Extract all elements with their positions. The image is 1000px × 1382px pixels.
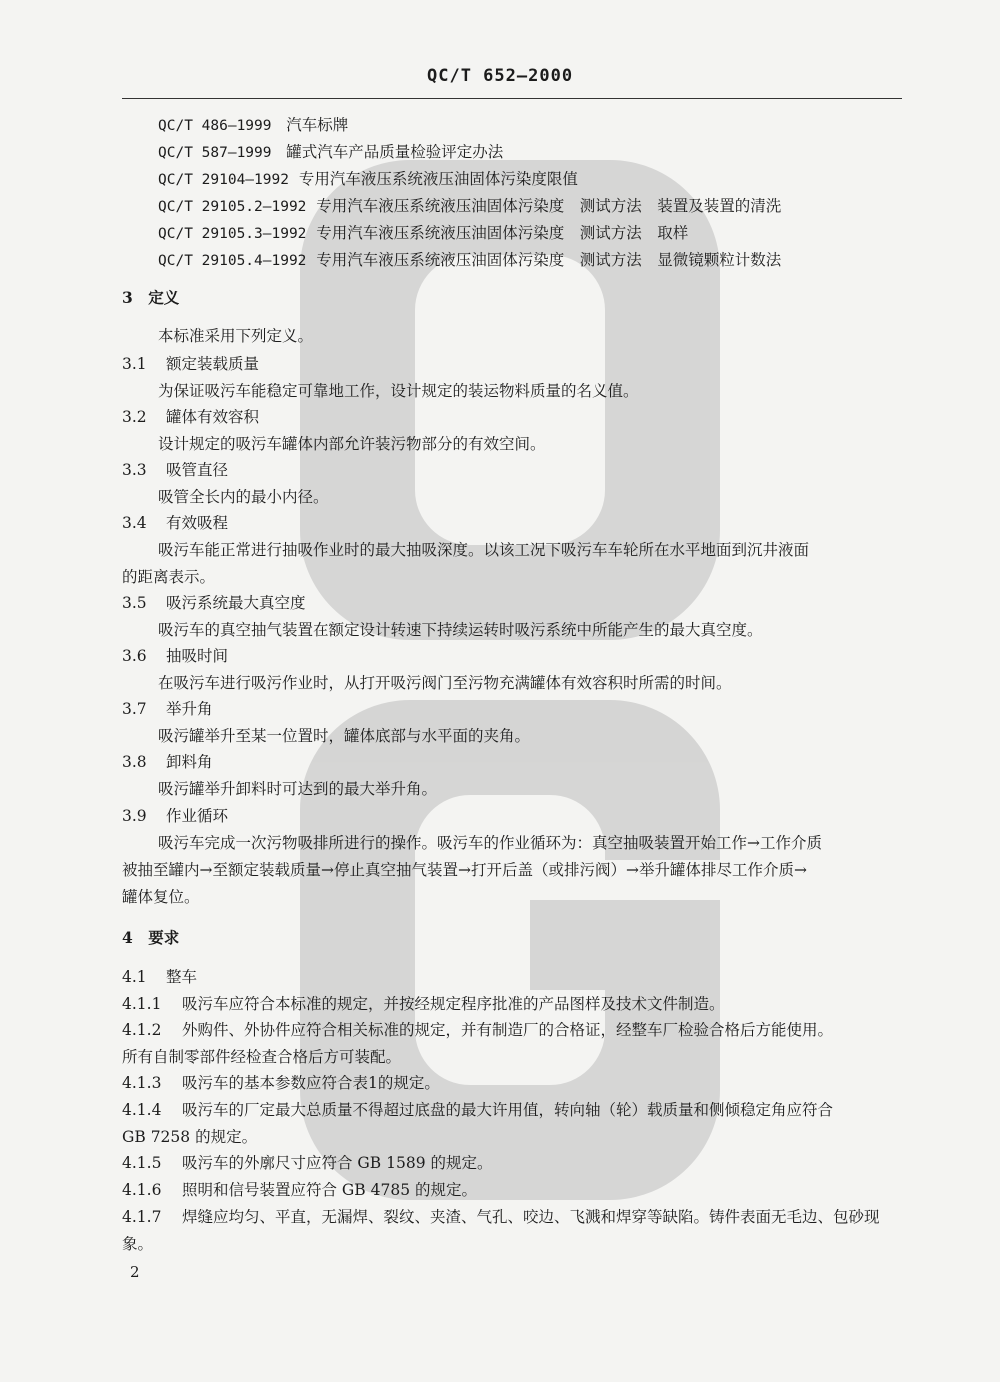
- paragraph: 设计规定的吸污车罐体内部允许装污物部分的有效空间。: [158, 435, 546, 453]
- paragraph: 在吸污车进行吸污作业时，从打开吸污阀门至污物充满罐体有效容积时所需的时间。: [158, 674, 732, 692]
- requirement-item: 4.1.7 焊缝应均匀、平直，无漏焊、裂纹、夹渣、气孔、咬边、飞溅和焊穿等缺陷。铸件表面无毛边、包砂现: [122, 1208, 880, 1226]
- reference-item: QC/T 587—1999 罐式汽车产品质量检验评定办法: [158, 143, 504, 161]
- requirement-item: 4.1.3 吸污车的基本参数应符合表1的规定。: [122, 1074, 440, 1092]
- requirement-item: 4.1.1 吸污车应符合本标准的规定，并按经规定程序批准的产品图样及技术文件制造。: [122, 995, 725, 1013]
- paragraph: GB 7258 的规定。: [122, 1128, 258, 1146]
- paragraph: 所有自制零部件经检查合格后方可装配。: [122, 1048, 402, 1066]
- clause-title: 3.6 抽吸时间: [122, 647, 229, 665]
- reference-item: QC/T 486—1999 汽车标牌: [158, 116, 349, 134]
- clause-title: 4.1 整车: [122, 968, 198, 986]
- paragraph: 吸污罐举升卸料时可达到的最大举升角。: [158, 780, 438, 798]
- section-heading: 4 要求: [122, 928, 180, 947]
- paragraph: 为保证吸污车能稳定可靠地工作，设计规定的装运物料质量的名义值。: [158, 382, 639, 400]
- reference-item: QC/T 29105.4—1992 专用汽车液压系统液压油固体污染度 测试方法 显微镜颗粒计数法: [158, 251, 782, 269]
- clause-title: 3.3 吸管直径: [122, 461, 229, 479]
- reference-item: QC/T 29105.3—1992 专用汽车液压系统液压油固体污染度 测试方法 取样: [158, 224, 689, 242]
- requirement-item: 4.1.2 外购件、外协件应符合相关标准的规定，并有制造厂的合格证，经整车厂检验合格后方能使用。: [122, 1021, 834, 1039]
- clause-title: 3.2 罐体有效容积: [122, 408, 260, 426]
- clause-title: 3.5 吸污系统最大真空度: [122, 594, 306, 612]
- paragraph: 象。: [122, 1235, 154, 1253]
- reference-item: QC/T 29105.2—1992 专用汽车液压系统液压油固体污染度 测试方法 装置及装置的清洗: [158, 197, 782, 215]
- requirement-item: 4.1.6 照明和信号装置应符合 GB 4785 的规定。: [122, 1181, 478, 1199]
- paragraph: 本标准采用下列定义。: [158, 327, 314, 345]
- paragraph: 吸污罐举升至某一位置时，罐体底部与水平面的夹角。: [158, 727, 531, 745]
- clause-title: 3.4 有效吸程: [122, 514, 229, 532]
- clause-title: 3.8 卸料角: [122, 753, 213, 771]
- header-rule: [122, 98, 902, 99]
- paragraph: 吸管全长内的最小内径。: [158, 488, 329, 506]
- requirement-item: 4.1.5 吸污车的外廓尺寸应符合 GB 1589 的规定。: [122, 1154, 493, 1172]
- clause-title: 3.1 额定装载质量: [122, 355, 260, 373]
- paragraph: 被抽至罐内→至额定装载质量→停止真空抽气装置→打开后盖（或排污阀）→举升罐体排尽工作介质→: [122, 861, 807, 879]
- document-header: QC/T 652—2000: [427, 66, 574, 86]
- reference-item: QC/T 29104—1992 专用汽车液压系统液压油固体污染度限值: [158, 170, 578, 188]
- paragraph: 吸污车的真空抽气装置在额定设计转速下持续运转时吸污系统中所能产生的最大真空度。: [158, 621, 763, 639]
- paragraph: 的距离表示。: [122, 568, 216, 586]
- paragraph: 吸污车能正常进行抽吸作业时的最大抽吸深度。以该工况下吸污车车轮所在水平地面到沉井液面: [158, 541, 810, 559]
- page-number: 2: [130, 1263, 140, 1281]
- requirement-item: 4.1.4 吸污车的厂定最大总质量不得超过底盘的最大许用值，转向轴（轮）载质量和侧倾稳定角应符合: [122, 1101, 834, 1119]
- clause-title: 3.9 作业循环: [122, 807, 229, 825]
- section-heading: 3 定义: [122, 288, 180, 307]
- paragraph: 吸污车完成一次污物吸排所进行的操作。吸污车的作业循环为：真空抽吸装置开始工作→工作介质: [158, 834, 822, 852]
- clause-title: 3.7 举升角: [122, 700, 213, 718]
- paragraph: 罐体复位。: [122, 888, 200, 906]
